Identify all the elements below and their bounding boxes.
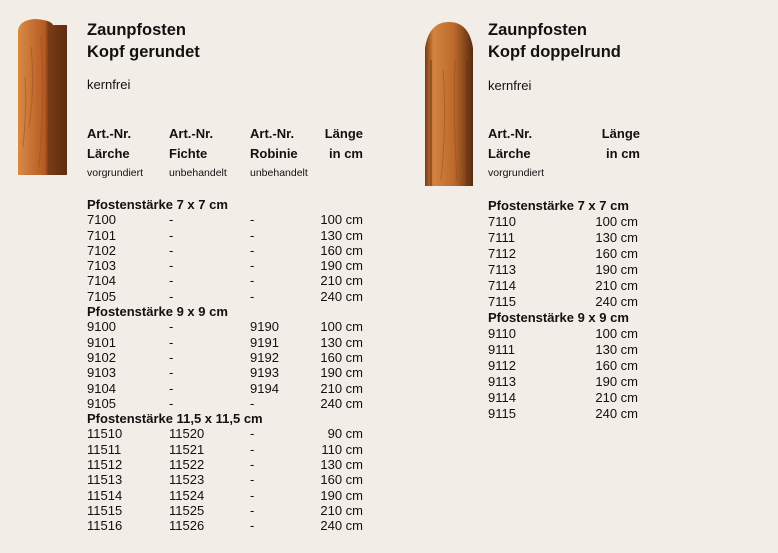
table-row: 9112 160 cm [488,358,638,373]
table-row: 9114 210 cm [488,390,638,405]
table-row: 11515 11525 - 210 cm [87,502,363,518]
table-row: 9111 130 cm [488,342,638,357]
table-row: 9105 - - 240 cm [87,395,363,411]
right-header-col-länge: Länge in cm [601,126,640,161]
table-row: 9102 - 9192 160 cm [87,349,363,365]
table-row: 9100 - 9190 100 cm [87,319,363,335]
section-title: Pfostenstärke 9 x 9 cm [87,304,228,320]
left-section-11x11 [87,411,367,533]
table-row: 7111 130 cm [488,230,638,245]
right-title [488,19,621,63]
section-title: Pfostenstärke 9 x 9 cm [488,310,629,325]
right-title-line2: Kopf doppelrund [488,43,621,61]
table-row: 7110 100 cm [488,214,638,229]
table-row: 11513 11523 - 160 cm [87,472,363,488]
right-header-col-lärche: Art.-Nr. Lärche vorgrundiert [488,126,545,179]
fence-post-double-rounded-image [423,20,475,186]
section-title: Pfostenstärke 7 x 7 cm [87,197,228,212]
table-row: 7103 - - 190 cm [87,258,363,274]
left-header-col-lärche: Art.-Nr. Lärche vorgrundiert [87,126,144,179]
table-row: 11511 11521 - 110 cm [87,441,363,457]
table-row: 11510 11520 - 90 cm [87,426,363,442]
table-row: 9101 - 9191 130 cm [87,334,363,350]
fence-post-rounded-image [17,17,69,175]
left-section-9x9 [87,304,367,411]
table-row: 7112 160 cm [488,246,638,261]
left-header-col-robinie: Art.-Nr. Robinie unbehandelt [250,126,308,179]
table-row: 7105 - - 240 cm [87,288,363,304]
table-row: 11516 11526 - 240 cm [87,518,363,534]
table-row: 7114 210 cm [488,278,638,293]
right-subtitle: kernfrei [488,78,532,93]
right-price-table [488,198,638,422]
section-title: Pfostenstärke 11,5 x 11,5 cm [87,411,263,427]
left-price-table [87,197,367,534]
table-row: 9103 - 9193 190 cm [87,365,363,381]
table-row: 9113 190 cm [488,374,638,389]
right-section-9x9 [488,310,638,422]
table-row: 9110 100 cm [488,326,638,341]
left-title [87,19,200,63]
table-row: 11512 11522 - 130 cm [87,457,363,473]
left-header-col-fichte: Art.-Nr. Fichte unbehandelt [169,126,227,179]
left-title-line1: Zaunpfosten [87,21,186,39]
right-title-line1: Zaunpfosten [488,21,587,39]
table-row: 11514 11524 - 190 cm [87,487,363,503]
left-section-7x7 [87,197,367,304]
right-table-header [488,124,640,184]
left-title-line2: Kopf gerundet [87,43,200,61]
table-row: 7101 - - 130 cm [87,227,363,243]
left-table-header [87,124,367,184]
section-title: Pfostenstärke 7 x 7 cm [488,198,629,213]
table-row: 7102 - - 160 cm [87,242,363,258]
left-header-col-länge: Länge in cm [324,126,363,161]
table-row: 9104 - 9194 210 cm [87,380,363,396]
table-row: 7100 - - 100 cm [87,212,363,228]
right-section-7x7 [488,198,638,310]
table-row: 7115 240 cm [488,294,638,309]
left-subtitle: kernfrei [87,77,131,92]
table-row: 7113 190 cm [488,262,638,277]
table-row: 9115 240 cm [488,406,638,421]
table-row: 7104 - - 210 cm [87,273,363,289]
